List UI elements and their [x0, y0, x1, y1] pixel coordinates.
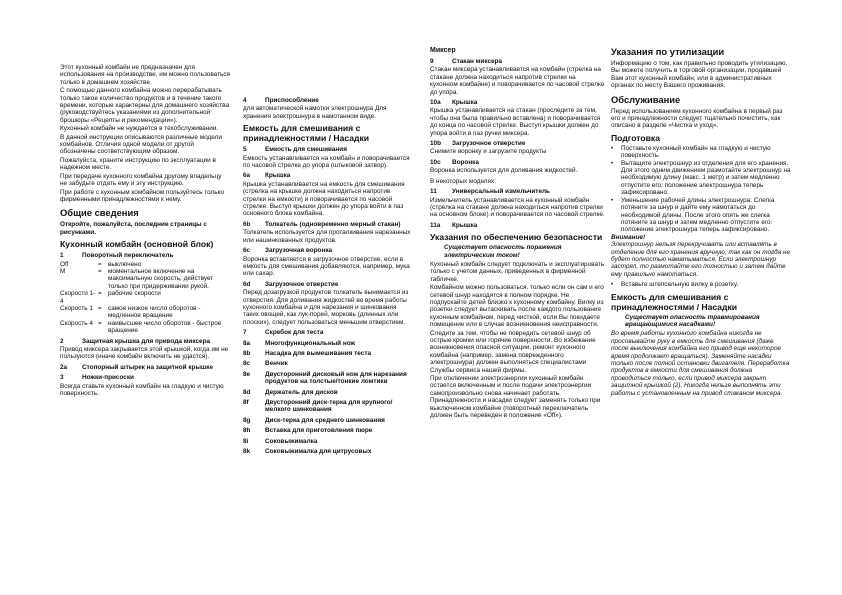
- item-number: 3: [60, 374, 64, 382]
- item-6a: [243, 172, 413, 179]
- item-number: 8a: [243, 339, 251, 347]
- item-text: для автоматической намотки электрошнура Для хранения электрошнура в намотанном виде.: [243, 105, 387, 120]
- switch-value: рабочие скорости: [108, 290, 161, 298]
- list-item-text: Вставьте штепсельную вилку в розетку.: [621, 281, 739, 289]
- item-text: Стакан миксера устанавливается на комбайн (стрелка на стакане должна находиться напротив стрелки на кухонном комбайне) и поворачивается по часовой стрелке до упора.: [430, 66, 605, 96]
- list-item-text: Поставьте кухонный комбайн на гладкую и чистую поверхность.: [621, 144, 771, 160]
- item-number: 2: [60, 337, 64, 345]
- switch-value: выключено: [108, 260, 142, 268]
- list-item: [243, 427, 413, 434]
- item-number: 7: [243, 329, 247, 337]
- item-number: 8e: [243, 370, 251, 378]
- list-item: [243, 399, 413, 414]
- item-11: [430, 188, 605, 195]
- item-6d: [243, 281, 413, 288]
- item-title: Держатель для дисков: [265, 388, 338, 396]
- bullet-icon: •: [611, 144, 614, 152]
- item-title: Ножки-присоски: [82, 374, 134, 382]
- section-title-accessories: Емкость для смешивания с принадлежностями / Насадки: [243, 123, 370, 144]
- item-number: 8d: [243, 388, 251, 396]
- attention-text: Электрошнур нельзя перекручивать или вставлять в отделение для его хранения вручную, так как он тогда не будет полностью наматываться. Если электрошнур застрял, то размотайте его полностью и затем дайте ему правильно намотаться.: [611, 241, 791, 278]
- switch-eq: =: [98, 304, 102, 312]
- item-3: [60, 374, 230, 381]
- switch-row: [60, 290, 230, 305]
- service-text: Перед использованием кухонного комбайна в первый раз его и принадлежности следует тщательно почистить, как описано в разделе «Чистка и уход».: [611, 107, 783, 130]
- bullet-icon: •: [611, 159, 614, 167]
- list-item: [243, 389, 413, 396]
- item-text: Перед дозагрузкой продуктов толкатель вынимается из отверстия. Для доливания жидкостей во время работы кухонного комбайна и для нарезания и шинкования таких овощей, как лук-порей, морковь (длинных или плоских), следует пользоваться меньшим отверстием.: [243, 289, 409, 326]
- item-title: Стакан миксера: [452, 58, 503, 65]
- list-item: [611, 197, 791, 234]
- item-title: Загрузочная воронка: [265, 247, 333, 255]
- item-10b: [430, 140, 605, 147]
- section-title-service: Обслуживание: [611, 93, 681, 105]
- column-1: [60, 64, 230, 398]
- section-title-safety: Указания по обеспечению безопасности: [430, 232, 603, 243]
- item-title: Диск-терка для среднего шинкования: [265, 416, 385, 424]
- attention-label: Внимание!: [611, 233, 646, 241]
- list-item: [243, 360, 413, 367]
- switch-row: [60, 305, 230, 320]
- section-title-accessories: Емкость для смешивания с принадлежностями / Насадки: [611, 291, 738, 312]
- intro-paragraph: Этот кухонный комбайн не предназначен для использования на производстве, им можно пользоваться только в домашнем хозяйстве.: [60, 64, 231, 86]
- safety-text: Следите за тем, чтобы не повредить сетевой шнур об острые кромки или горячие поверхности. Во избежание возникновения опасной ситуации, ремонт кухонного комбайна (например, замена поврежденного электрошнура) должен выполняться специалистами Службы сервиса нашей фирмы.: [430, 329, 596, 374]
- list-item: [611, 145, 791, 160]
- switch-eq: =: [98, 260, 102, 268]
- item-number: 4: [243, 97, 247, 104]
- item-text: Воронка используется для доливания жидкостей.: [430, 167, 578, 175]
- section-title-mixer: Миксер: [430, 47, 456, 54]
- bullet-icon: •: [611, 196, 614, 204]
- item-6b: [243, 221, 413, 228]
- switch-value: наивысшее число оборотов - быстрое вращение: [108, 319, 222, 335]
- list-item: [611, 160, 791, 197]
- general-subtitle: Откройте, пожалуйста, последние страницы с рисунками.: [60, 221, 207, 236]
- switch-eq: =: [98, 267, 102, 275]
- item-number: 2a: [60, 363, 68, 371]
- item-title: Двусторонний дисковый нож для нарезания продуктов на толстые/тонкие ломтики: [265, 370, 407, 386]
- item-number: 6c: [243, 247, 251, 255]
- switch-row: [60, 320, 230, 335]
- item-title: Крышка: [265, 172, 291, 180]
- switch-key: Скорости 1-4: [60, 290, 96, 305]
- item-number: 8h: [243, 427, 251, 435]
- disposal-text: Информацию о том, как правильно проводить утилизацию, Вы можете получить в торговой организации, продавшей Вам этот кухонный комбайн, или в административных органах по месту Вашего проживания.: [611, 60, 788, 90]
- item-text: Измельчитель устанавливается на кухонный комбайн (стрелка на стакане должна находиться напротив стрелки на основном блоке) и поворачивается по часовой стрелке.: [430, 196, 605, 219]
- section-title-disposal: Указания по утилизации: [611, 46, 725, 57]
- bullet-icon: •: [611, 281, 614, 289]
- intro-paragraph: В данной инструкции описываются различные модели комбайнов. Отличия одной модели от другой обозначены соответствующим образом.: [60, 133, 222, 156]
- item-text: Крышка устанавливается на стакан (проследите за тем, чтобы она была правильно вставлена) и поворачивается до конца по часовой стрелке. Выступ крышки должен до упора войти в паз ручки миксера.: [430, 107, 601, 137]
- switch-key: M: [60, 267, 66, 275]
- item-number: 1: [60, 252, 64, 260]
- item-number: 5: [243, 146, 247, 154]
- item-number: 8b: [243, 349, 251, 357]
- safety-text: При отключении электроэнергии кухонный комбайн остается включенным и после подачи электроэнергии самопроизвольно снова начинает работать. Принадлежности и насадки следует заменять только при выключенном комбайне (поворотный переключатель должен быть переведен в положение «Off»).: [430, 375, 601, 420]
- item-10c: [430, 159, 605, 166]
- item-number: 6d: [243, 280, 251, 288]
- item-number: 6a: [243, 172, 251, 180]
- injury-warning: Существует опасность травмирования вращающимися насадками!: [625, 313, 760, 328]
- item-5: [243, 146, 413, 153]
- section-title-general: Общие сведения: [60, 207, 139, 219]
- switch-row: [60, 261, 230, 268]
- intro-paragraph: При работе с кухонным комбайном пользуйтесь только фирменными принадлежностями к нему.: [60, 188, 225, 203]
- list-item: [243, 340, 413, 347]
- intro-paragraph: Пожалуйста, храните инструкцию по эксплуатации в надежном месте.: [60, 156, 216, 172]
- item-text: Толкатель используется для проталкивания нарезанных или нашинкованных продуктов.: [243, 229, 411, 244]
- item-title: Соковыжималка для цитрусовых: [265, 448, 372, 456]
- list-item: [243, 350, 413, 357]
- item-number: 11a: [430, 221, 441, 229]
- item-number: 8f: [243, 399, 249, 406]
- list-item-text: Уменьшение рабочей длины электрошнура: Слегка потяните за шнур и дайте ему намотаться до необходимой длины. После этого опять же слегка потяните за шнур и затем медленно отпустите его: положение электрошнура теперь зафиксировано.: [621, 196, 775, 234]
- item-title: Поворотный переключатель: [82, 252, 174, 260]
- item-title: Толкатель (одновременно мерный стакан): [265, 220, 401, 228]
- item-title: Венчик: [265, 360, 288, 368]
- item-title: Многофункциональный нож: [265, 339, 356, 347]
- intro-paragraph: С помощью данного комбайна можно перерабатывать только такое количество продуктов и в течение такого времени, которые характерны для домашнего хозяйства (руководствуйтесь указаниями из дополнительной брошюры «Рецепты и рекомендации»).: [60, 87, 230, 124]
- item-number: 8g: [243, 416, 251, 424]
- switch-key: Скорость 1: [60, 304, 93, 312]
- list-item: [243, 329, 413, 336]
- switch-eq: =: [98, 319, 102, 327]
- column-4: [611, 42, 791, 398]
- switch-eq: =: [98, 290, 102, 298]
- column-3: [430, 44, 605, 420]
- item-number: 8c: [243, 360, 251, 368]
- list-item: [243, 448, 413, 455]
- item-2: [60, 338, 230, 345]
- list-item: [243, 417, 413, 424]
- item-title: Крышка: [452, 99, 478, 107]
- item-title: Скребок для теста: [265, 329, 324, 337]
- switch-row: [60, 268, 230, 290]
- item-text: Воронка вставляется в загрузочное отверстие, если в емкость для смешивания добавляются, например, мука или сахар.: [243, 255, 410, 278]
- item-number: 8k: [243, 448, 251, 456]
- item-title: Загрузочное отверстие: [265, 280, 339, 288]
- item-title: Вставка для приготовления пюре: [265, 427, 373, 435]
- item-number: 9: [430, 58, 434, 65]
- item-number: 8i: [243, 437, 249, 445]
- intro-paragraph: Кухонный комбайн не нуждается в техобслуживании.: [60, 125, 219, 133]
- item-title: Соковыжималка: [265, 437, 318, 445]
- item-text: Емкость устанавливается на комбайн и поворачивается по часовой стрелке до упора (штыковой затвор).: [243, 154, 410, 170]
- item-number: 6b: [243, 220, 251, 228]
- safety-text: Комбайном можно пользоваться, только если он сам и его сетевой шнур находятся в полном порядке. Не подпускайте детей близко к кухонному комбайну. Вилку из розетки следует вытаскивать после каждого пользования кухонным комбайном, перед чисткой, если Вы покидаете помещение или в случае возникновения неисправности.: [430, 284, 604, 329]
- item-title: Насадка для вымешивания теста: [265, 349, 372, 357]
- accessories-text: Во время работы кухонного комбайна никогда не просовывайте руку в емкость для смешивания (даже после выключения комбайна его привод еще некоторое время продолжает вращаться). Заменяйте насадки только после полной остановки двигателя. Переработка продуктов в емкости для смешивания должна проводиться только, если привод миксера закрыт защитной крышкой (2). Никогда нельзя выполнять эти работы с установленным на привод стаканом миксера.: [611, 330, 790, 397]
- item-number: 10a: [430, 99, 441, 107]
- item-title: Крышка: [452, 221, 478, 229]
- item-9: [430, 58, 605, 65]
- switch-value: самое низкое число оборотов - медленное вращение: [108, 304, 201, 320]
- item-6c: [243, 247, 413, 254]
- item-2a: [60, 364, 230, 371]
- item-title: Универсальный измельчитель: [452, 188, 550, 196]
- item-text: Крышка устанавливается на емкость для смешивания (стрелка на крышке должна находиться напротив стрелки на емкости) и поворачивается по часовой стрелке. Выступ крышки должен до упора войти в паз основного блока комбайна.: [243, 180, 405, 218]
- switch-key: Скорость 4: [60, 319, 93, 327]
- item-title: Защитная крышка для привода миксера: [82, 337, 211, 345]
- switch-value: моментальное включение на максимальную скорость, действует только при придерживании рукой.: [108, 267, 214, 290]
- intro-paragraph: При передаче кухонного комбайна другому владельцу не забудьте отдать ему и эту инструкцию.: [60, 172, 222, 188]
- item-text: Всегда ставьте кухонный комбайн на гладкую и чистую поверхность.: [60, 382, 224, 398]
- column-2: [243, 94, 413, 456]
- section-title-preparation: Подготовка: [611, 132, 660, 143]
- models-note: В некоторых моделях:: [430, 177, 496, 185]
- list-item: [243, 371, 413, 386]
- item-10a: [430, 99, 605, 106]
- item-11a: [430, 222, 605, 229]
- safety-warning: Существует опасность поражения электрическим током!: [444, 244, 562, 259]
- list-item: [243, 438, 413, 445]
- item-title: Емкость для смешивания: [265, 146, 347, 154]
- section-title-kitchen-machine: Кухонный комбайн (основной блок): [60, 239, 214, 250]
- item-title: Двусторонний диск-терка для крупного/мелкого шинкования: [265, 399, 393, 414]
- item-number: 11: [430, 188, 437, 196]
- item-title: Воронка: [452, 158, 479, 166]
- item-title: Стопорный штырек на защитной крышке: [82, 363, 213, 371]
- list-item: [611, 281, 791, 288]
- item-title: Загрузочное отверстие: [452, 140, 526, 148]
- item-4: [243, 97, 413, 104]
- safety-text: Кухонный комбайн следует подключать и эксплуатировать только с учетом данных, приведенных в фирменной табличке.: [430, 260, 605, 283]
- item-title: Приспособление: [265, 97, 319, 104]
- item-text: Снимите воронку и загрузите продукты: [430, 148, 547, 156]
- switch-key: Off: [60, 260, 69, 268]
- item-text: Привод миксера закрывается этой крышкой, когда им не пользуются (иначе комбайн включить не удастся).: [60, 346, 229, 361]
- list-item-text: Вытащите электрошнур из отделения для его хранения. Для этого одним движением размотайте электрошнур на необходимую длину (макс. 1 метр) и затем медленно отпустите его: положение электрошнура теперь зафиксировано.: [621, 159, 791, 197]
- item-number: 10c: [430, 158, 441, 166]
- item-number: 10b: [430, 140, 442, 148]
- item-1: [60, 252, 230, 259]
